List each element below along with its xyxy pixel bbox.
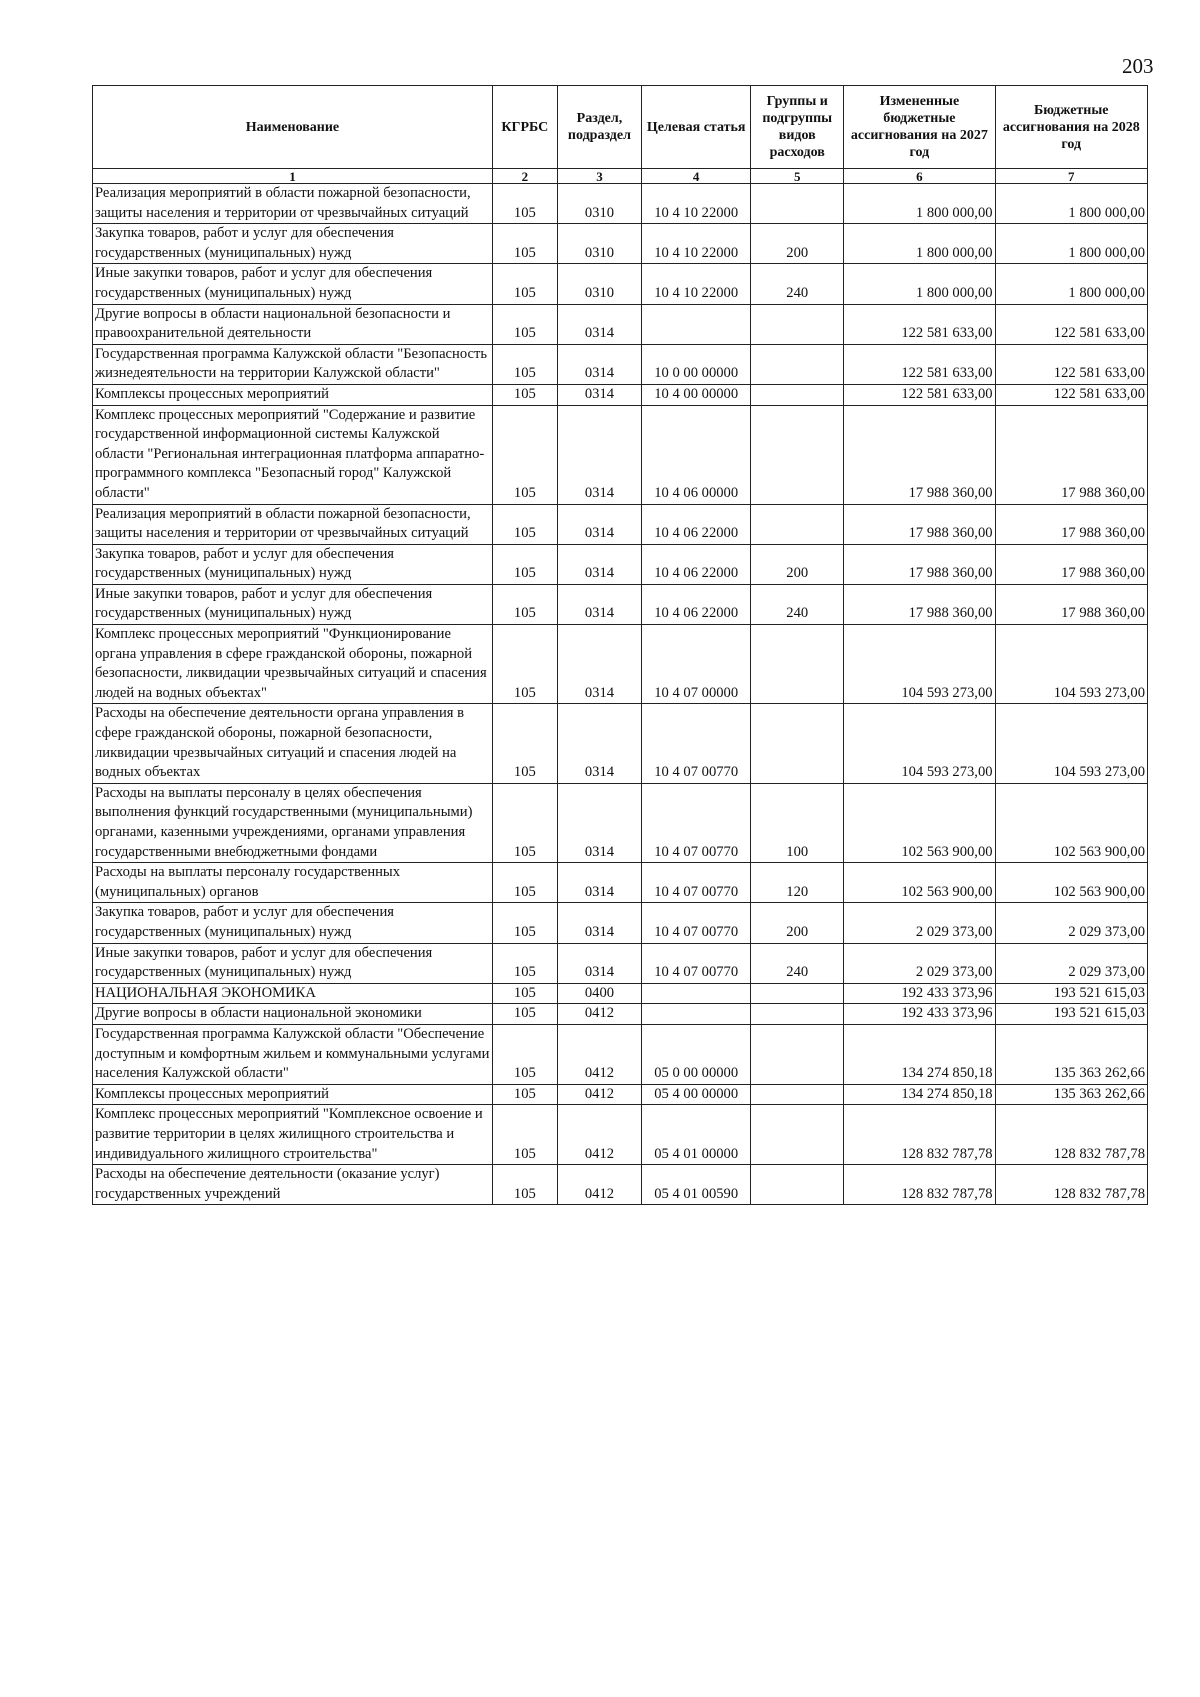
table-row — [93, 1105, 1148, 1165]
row-target: 10 4 06 22000 — [642, 584, 751, 624]
row-target: 10 4 06 22000 — [642, 544, 751, 584]
header-name: Наименование — [93, 86, 493, 169]
row-amount-2027: 104 593 273,00 — [844, 625, 995, 704]
table-row — [93, 1165, 1148, 1205]
row-amount-2027: 2 029 373,00 — [844, 903, 995, 943]
row-amount-2028: 193 521 615,03 — [995, 983, 1147, 1004]
row-group: 200 — [751, 544, 844, 584]
row-group — [751, 1105, 844, 1165]
table-row — [93, 344, 1148, 384]
row-amount-2027: 128 832 787,78 — [844, 1165, 995, 1205]
row-name: Закупка товаров, работ и услуг для обеспечения государственных (муниципальных) нужд — [93, 544, 493, 584]
row-amount-2027: 192 433 373,96 — [844, 983, 995, 1004]
row-section: 0314 — [557, 943, 641, 983]
row-section: 0412 — [557, 1165, 641, 1205]
row-target — [642, 1004, 751, 1025]
row-group: 240 — [751, 584, 844, 624]
row-target: 10 4 07 00770 — [642, 943, 751, 983]
table-row — [93, 1004, 1148, 1025]
row-section: 0314 — [557, 903, 641, 943]
row-group: 240 — [751, 943, 844, 983]
row-amount-2028: 128 832 787,78 — [995, 1105, 1147, 1165]
row-amount-2028: 2 029 373,00 — [995, 943, 1147, 983]
row-amount-2028: 104 593 273,00 — [995, 704, 1147, 783]
row-amount-2027: 17 988 360,00 — [844, 584, 995, 624]
row-amount-2027: 122 581 633,00 — [844, 344, 995, 384]
row-amount-2027: 104 593 273,00 — [844, 704, 995, 783]
page-number: 203 — [1122, 54, 1154, 78]
row-section: 0412 — [557, 1105, 641, 1165]
row-group — [751, 184, 844, 224]
row-amount-2027: 134 274 850,18 — [844, 1024, 995, 1084]
row-target: 10 4 10 22000 — [642, 224, 751, 264]
row-target: 10 4 10 22000 — [642, 184, 751, 224]
row-group — [751, 1165, 844, 1205]
row-kgrbs: 105 — [492, 704, 557, 783]
row-kgrbs: 105 — [492, 184, 557, 224]
row-target: 05 4 01 00590 — [642, 1165, 751, 1205]
column-number: 2 — [492, 169, 557, 184]
row-section: 0400 — [557, 983, 641, 1004]
row-group: 240 — [751, 264, 844, 304]
row-amount-2027: 1 800 000,00 — [844, 184, 995, 224]
row-amount-2028: 122 581 633,00 — [995, 304, 1147, 344]
row-kgrbs: 105 — [492, 625, 557, 704]
row-section: 0314 — [557, 584, 641, 624]
row-kgrbs: 105 — [492, 1024, 557, 1084]
row-name: Расходы на выплаты персоналу государственных (муниципальных) органов — [93, 863, 493, 903]
row-name: Реализация мероприятий в области пожарной безопасности, защиты населения и территории от чрезвычайных ситуаций — [93, 504, 493, 544]
row-amount-2028: 102 563 900,00 — [995, 863, 1147, 903]
row-name: Иные закупки товаров, работ и услуг для обеспечения государственных (муниципальных) нужд — [93, 264, 493, 304]
table-row — [93, 783, 1148, 862]
row-target: 10 4 07 00000 — [642, 625, 751, 704]
row-group — [751, 384, 844, 405]
row-section: 0310 — [557, 224, 641, 264]
row-name: НАЦИОНАЛЬНАЯ ЭКОНОМИКА — [93, 983, 493, 1004]
row-amount-2028: 1 800 000,00 — [995, 184, 1147, 224]
row-group — [751, 704, 844, 783]
table-row — [93, 224, 1148, 264]
row-group — [751, 625, 844, 704]
column-number: 7 — [995, 169, 1147, 184]
row-amount-2027: 102 563 900,00 — [844, 783, 995, 862]
table-row — [93, 184, 1148, 224]
row-group — [751, 983, 844, 1004]
row-group: 200 — [751, 903, 844, 943]
row-name: Иные закупки товаров, работ и услуг для обеспечения государственных (муниципальных) нужд — [93, 584, 493, 624]
column-number: 3 — [557, 169, 641, 184]
row-target: 10 4 07 00770 — [642, 903, 751, 943]
row-section: 0310 — [557, 184, 641, 224]
row-amount-2028: 1 800 000,00 — [995, 264, 1147, 304]
header-kgrbs: КГРБС — [492, 86, 557, 169]
table-row — [93, 584, 1148, 624]
row-target: 10 4 07 00770 — [642, 783, 751, 862]
row-group — [751, 504, 844, 544]
row-group — [751, 1004, 844, 1025]
row-section: 0314 — [557, 783, 641, 862]
header-section: Раздел, подраздел — [557, 86, 641, 169]
row-target: 10 4 00 00000 — [642, 384, 751, 405]
row-kgrbs: 105 — [492, 863, 557, 903]
row-name: Государственная программа Калужской области "Обеспечение доступным и комфортным жильем и коммунальными услугами населения Калужской области" — [93, 1024, 493, 1084]
row-kgrbs: 105 — [492, 1105, 557, 1165]
row-amount-2027: 1 800 000,00 — [844, 264, 995, 304]
row-amount-2027: 2 029 373,00 — [844, 943, 995, 983]
table-row — [93, 264, 1148, 304]
table-row — [93, 983, 1148, 1004]
row-name: Закупка товаров, работ и услуг для обеспечения государственных (муниципальных) нужд — [93, 224, 493, 264]
row-amount-2028: 104 593 273,00 — [995, 625, 1147, 704]
row-section: 0314 — [557, 344, 641, 384]
row-amount-2028: 193 521 615,03 — [995, 1004, 1147, 1025]
row-amount-2028: 122 581 633,00 — [995, 344, 1147, 384]
column-number: 4 — [642, 169, 751, 184]
row-name: Комплекс процессных мероприятий "Комплексное освоение и развитие территории в целях жилищного строительства и индивидуального жилищного строительства" — [93, 1105, 493, 1165]
row-section: 0314 — [557, 384, 641, 405]
table-row — [93, 704, 1148, 783]
row-name: Расходы на обеспечение деятельности (оказание услуг) государственных учреждений — [93, 1165, 493, 1205]
row-target: 10 0 00 00000 — [642, 344, 751, 384]
row-name: Реализация мероприятий в области пожарной безопасности, защиты населения и территории от чрезвычайных ситуаций — [93, 184, 493, 224]
row-name: Государственная программа Калужской области "Безопасность жизнедеятельности на территории Калужской области" — [93, 344, 493, 384]
row-kgrbs: 105 — [492, 405, 557, 504]
table-row — [93, 384, 1148, 405]
row-kgrbs: 105 — [492, 264, 557, 304]
row-kgrbs: 105 — [492, 344, 557, 384]
row-amount-2027: 192 433 373,96 — [844, 1004, 995, 1025]
table-row — [93, 405, 1148, 504]
row-group: 200 — [751, 224, 844, 264]
row-group — [751, 1084, 844, 1105]
row-name: Комплекс процессных мероприятий "Функционирование органа управления в сфере гражданской обороны, пожарной безопасности, ликвидации чрезвычайных ситуаций и спасения людей на водных объектах" — [93, 625, 493, 704]
row-section: 0314 — [557, 544, 641, 584]
row-kgrbs: 105 — [492, 304, 557, 344]
table-row — [93, 1024, 1148, 1084]
table-row — [93, 504, 1148, 544]
row-group: 100 — [751, 783, 844, 862]
header-target: Целевая статья — [642, 86, 751, 169]
row-amount-2028: 102 563 900,00 — [995, 783, 1147, 862]
row-kgrbs: 105 — [492, 384, 557, 405]
header-group: Группы и подгруппы видов расходов — [751, 86, 844, 169]
row-kgrbs: 105 — [492, 584, 557, 624]
row-kgrbs: 105 — [492, 1165, 557, 1205]
row-target: 05 0 00 00000 — [642, 1024, 751, 1084]
row-group: 120 — [751, 863, 844, 903]
row-section: 0314 — [557, 625, 641, 704]
row-group — [751, 344, 844, 384]
column-number-row — [93, 169, 1148, 184]
row-name: Комплексы процессных мероприятий — [93, 384, 493, 405]
column-number: 6 — [844, 169, 995, 184]
row-amount-2027: 134 274 850,18 — [844, 1084, 995, 1105]
budget-table — [92, 85, 1148, 1205]
row-amount-2028: 135 363 262,66 — [995, 1024, 1147, 1084]
row-section: 0412 — [557, 1004, 641, 1025]
row-group — [751, 1024, 844, 1084]
row-amount-2028: 135 363 262,66 — [995, 1084, 1147, 1105]
column-number: 5 — [751, 169, 844, 184]
row-kgrbs: 105 — [492, 783, 557, 862]
row-section: 0310 — [557, 264, 641, 304]
row-target: 10 4 07 00770 — [642, 704, 751, 783]
row-target: 05 4 01 00000 — [642, 1105, 751, 1165]
row-amount-2028: 1 800 000,00 — [995, 224, 1147, 264]
row-amount-2027: 122 581 633,00 — [844, 384, 995, 405]
row-name: Другие вопросы в области национальной безопасности и правоохранительной деятельности — [93, 304, 493, 344]
row-section: 0412 — [557, 1084, 641, 1105]
row-group — [751, 405, 844, 504]
row-target: 10 4 06 22000 — [642, 504, 751, 544]
row-amount-2028: 122 581 633,00 — [995, 384, 1147, 405]
row-amount-2028: 17 988 360,00 — [995, 504, 1147, 544]
row-kgrbs: 105 — [492, 224, 557, 264]
row-name: Иные закупки товаров, работ и услуг для обеспечения государственных (муниципальных) нужд — [93, 943, 493, 983]
header-amount-2027: Измененные бюджетные ассигнования на 2027 год — [844, 86, 995, 169]
row-section: 0314 — [557, 863, 641, 903]
row-amount-2027: 122 581 633,00 — [844, 304, 995, 344]
row-target — [642, 304, 751, 344]
row-section: 0314 — [557, 405, 641, 504]
table-row — [93, 544, 1148, 584]
row-name: Другие вопросы в области национальной экономики — [93, 1004, 493, 1025]
row-target: 05 4 00 00000 — [642, 1084, 751, 1105]
row-target: 10 4 10 22000 — [642, 264, 751, 304]
table-row — [93, 863, 1148, 903]
row-amount-2027: 128 832 787,78 — [844, 1105, 995, 1165]
header-amount-2028: Бюджетные ассигнования на 2028 год — [995, 86, 1147, 169]
row-amount-2028: 128 832 787,78 — [995, 1165, 1147, 1205]
row-kgrbs: 105 — [492, 903, 557, 943]
row-amount-2028: 17 988 360,00 — [995, 584, 1147, 624]
row-target: 10 4 06 00000 — [642, 405, 751, 504]
header-row — [93, 86, 1148, 169]
row-amount-2028: 17 988 360,00 — [995, 405, 1147, 504]
row-section: 0314 — [557, 704, 641, 783]
row-amount-2027: 17 988 360,00 — [844, 405, 995, 504]
row-amount-2027: 17 988 360,00 — [844, 504, 995, 544]
row-section: 0314 — [557, 504, 641, 544]
row-kgrbs: 105 — [492, 1084, 557, 1105]
row-section: 0412 — [557, 1024, 641, 1084]
row-section: 0314 — [557, 304, 641, 344]
row-amount-2027: 102 563 900,00 — [844, 863, 995, 903]
row-kgrbs: 105 — [492, 943, 557, 983]
row-name: Комплекс процессных мероприятий "Содержание и развитие государственной информационной системы Калужской области "Региональная интеграционная платформа аппаратно-программного комплекса "Безопасный город" Калужской области" — [93, 405, 493, 504]
table-row — [93, 304, 1148, 344]
column-number: 1 — [93, 169, 493, 184]
row-kgrbs: 105 — [492, 544, 557, 584]
row-name: Комплексы процессных мероприятий — [93, 1084, 493, 1105]
row-name: Расходы на обеспечение деятельности органа управления в сфере гражданской обороны, пожарной безопасности, ликвидации чрезвычайных ситуаций и спасения людей на водных объектах — [93, 704, 493, 783]
row-amount-2028: 17 988 360,00 — [995, 544, 1147, 584]
row-group — [751, 304, 844, 344]
row-kgrbs: 105 — [492, 983, 557, 1004]
table-row — [93, 943, 1148, 983]
row-kgrbs: 105 — [492, 504, 557, 544]
row-amount-2027: 17 988 360,00 — [844, 544, 995, 584]
row-amount-2028: 2 029 373,00 — [995, 903, 1147, 943]
row-target: 10 4 07 00770 — [642, 863, 751, 903]
table-row — [93, 625, 1148, 704]
row-amount-2027: 1 800 000,00 — [844, 224, 995, 264]
table-row — [93, 903, 1148, 943]
row-name: Расходы на выплаты персоналу в целях обеспечения выполнения функций государственными (муниципальными) органами, казенными учреждениями, органами управления государственными внебюджетными фондами — [93, 783, 493, 862]
table-row — [93, 1084, 1148, 1105]
row-target — [642, 983, 751, 1004]
row-name: Закупка товаров, работ и услуг для обеспечения государственных (муниципальных) нужд — [93, 903, 493, 943]
row-kgrbs: 105 — [492, 1004, 557, 1025]
